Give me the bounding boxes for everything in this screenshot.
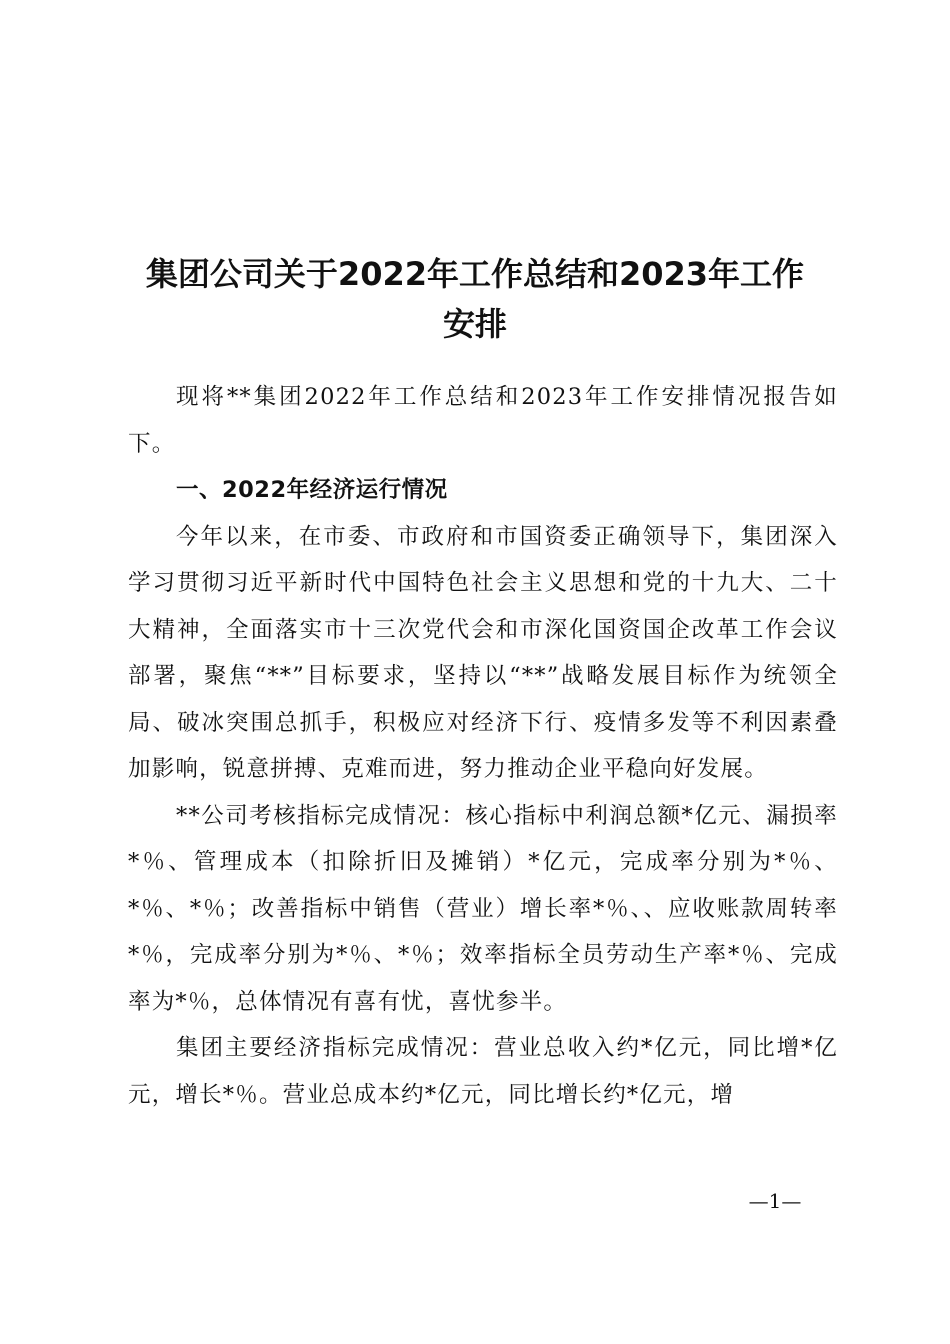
page-number: —1— [748,1189,802,1213]
section-heading: 一、2022年经济运行情况 [176,477,448,503]
body-paragraph: 集团主要经济指标完成情况：营业总收入约*亿元，同比增*亿元，增长*％。营业总成本约*亿元，同比增长约*亿元，增 [128,1035,838,1108]
body-paragraph: **公司考核指标完成情况：核心指标中利润总额*亿元、漏损率*％、管理成本（扣除折旧及摊销）*亿元，完成率分别为*％、*％、*％；改善指标中销售（营业）增长率*％、、应收账款周转率*％，完成率分别为*％、*％；效率指标全员劳动生产率*％、完成率为*％，总体情况有喜有忧，喜忧参半。 [128,802,838,1015]
document-body [128,374,838,1118]
title-line-1: 集团公司关于2022年工作总结和2023年工作 [145,255,805,294]
document-title [110,249,840,349]
intro-paragraph: 现将**集团2022年工作总结和2023年工作安排情况报告如下。 [128,384,838,457]
body-paragraph: 今年以来，在市委、市政府和市国资委正确领导下，集团深入学习贯彻习近平新时代中国特色社会主义思想和党的十九大、二十大精神，全面落实市十三次党代会和市深化国资国企改革工作会议部署，聚焦“**”目标要求，坚持以“**”战略发展目标作为统领全局、破冰突围总抓手，积极应对经济下行、疫情多发等不利因素叠加影响，锐意拼搏、克难而进，努力推动企业平稳向好发展。 [128,523,838,782]
title-line-2: 安排 [442,305,507,344]
